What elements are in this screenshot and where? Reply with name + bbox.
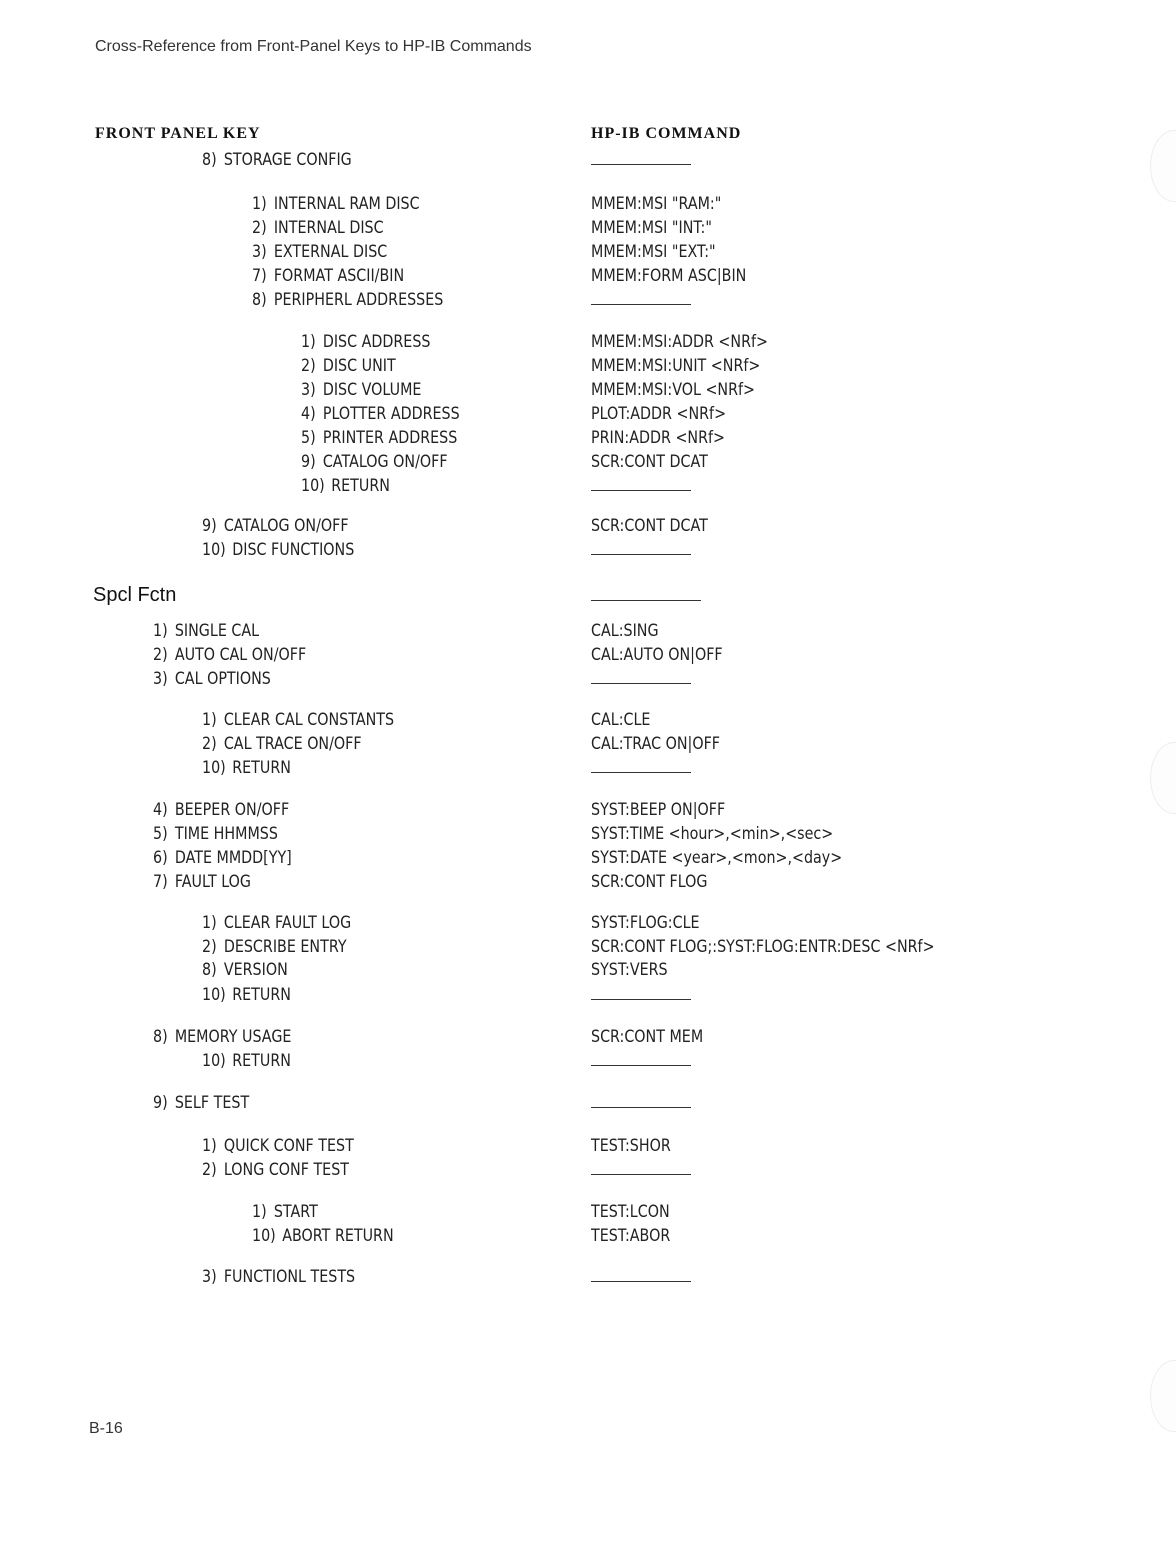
key-label: VERSION: [223, 960, 288, 980]
table-row: [0, 1051, 1176, 1073]
hpib-command: TEST:ABOR: [591, 1226, 671, 1246]
table-row: [0, 266, 1176, 288]
table-row: [0, 590, 1176, 612]
front-panel-key: [252, 242, 387, 262]
table-row: [0, 1202, 1176, 1224]
front-panel-key: [202, 913, 351, 933]
key-number: 1): [202, 1136, 217, 1156]
key-number: 6): [153, 848, 168, 868]
front-panel-key: [301, 452, 448, 472]
key-number: 1): [202, 710, 217, 730]
front-panel-key: [153, 621, 259, 641]
front-panel-key: [202, 540, 354, 560]
key-number: 9): [153, 1093, 168, 1113]
key-number: 4): [153, 800, 168, 820]
key-label: QUICK CONF TEST: [223, 1136, 354, 1156]
key-label: DISC FUNCTIONS: [232, 540, 355, 560]
key-number: 2): [202, 1160, 217, 1180]
front-panel-key: [202, 1267, 355, 1287]
key-label: DESCRIBE ENTRY: [223, 937, 347, 957]
table-row: [0, 194, 1176, 216]
key-label: CLEAR CAL CONSTANTS: [223, 710, 395, 730]
key-label: MEMORY USAGE: [174, 1027, 292, 1047]
key-number: 1): [153, 621, 168, 641]
table-row: [0, 758, 1176, 780]
key-number: 2): [202, 734, 217, 754]
key-number: 7): [153, 872, 168, 892]
key-number: 8): [153, 1027, 168, 1047]
key-number: 2): [301, 356, 316, 376]
no-command-dash: [591, 683, 691, 684]
key-label: CAL TRACE ON/OFF: [223, 734, 362, 754]
page-header: Cross-Reference from Front-Panel Keys to HP-IB Commands: [95, 38, 532, 55]
front-panel-key: [252, 266, 404, 286]
key-label: INTERNAL DISC: [273, 218, 384, 238]
key-number: 3): [202, 1267, 217, 1287]
hpib-command: SYST:DATE <year>,<mon>,<day>: [591, 848, 843, 868]
front-panel-key: [202, 710, 394, 730]
table-row: [0, 800, 1176, 822]
hpib-command: SYST:VERS: [591, 960, 668, 980]
table-row: [0, 1160, 1176, 1182]
hpib-command: MMEM:MSI "EXT:": [591, 242, 716, 262]
table-row: [0, 669, 1176, 691]
key-label: START: [273, 1202, 318, 1222]
table-row: [0, 242, 1176, 264]
column-heading-front-panel-key: FRONT PANEL KEY: [95, 125, 261, 142]
front-panel-key: [252, 290, 443, 310]
hpib-command: SCR:CONT FLOG: [591, 872, 708, 892]
key-number: 1): [202, 913, 217, 933]
key-number: 1): [301, 332, 316, 352]
table-row: [0, 476, 1176, 498]
column-heading-hpib-command: HP-IB COMMAND: [591, 125, 742, 142]
no-command-dash: [591, 1174, 691, 1175]
key-number: 8): [252, 290, 267, 310]
hpib-command: CAL:TRAC ON|OFF: [591, 734, 721, 754]
front-panel-key: [301, 380, 421, 400]
key-number: 9): [202, 516, 217, 536]
key-label: BEEPER ON/OFF: [174, 800, 290, 820]
hpib-command: SCR:CONT MEM: [591, 1027, 704, 1047]
key-number: 10): [252, 1226, 276, 1246]
key-number: 10): [202, 758, 226, 778]
key-number: 4): [301, 404, 316, 424]
key-label: FORMAT ASCII/BIN: [273, 266, 405, 286]
no-command-dash: [591, 1065, 691, 1066]
key-label: DISC UNIT: [322, 356, 396, 376]
front-panel-key: [202, 960, 288, 980]
key-label: PLOTTER ADDRESS: [322, 404, 460, 424]
table-row: [0, 937, 1176, 959]
binder-hole: [1150, 1360, 1176, 1432]
front-panel-key: [301, 332, 430, 352]
front-panel-key: [153, 669, 271, 689]
front-panel-key: [202, 937, 347, 957]
table-row: [0, 734, 1176, 756]
key-number: 10): [202, 985, 226, 1005]
front-panel-key: [202, 985, 291, 1005]
table-row: [0, 332, 1176, 354]
no-command-dash: [591, 999, 691, 1000]
hpib-command: PRIN:ADDR <NRf>: [591, 428, 726, 448]
table-row: [0, 913, 1176, 935]
key-label: DATE MMDD[YY]: [174, 848, 292, 868]
hpib-command: CAL:AUTO ON|OFF: [591, 645, 723, 665]
key-label: DISC VOLUME: [322, 380, 422, 400]
key-label: EXTERNAL DISC: [273, 242, 388, 262]
key-label: LONG CONF TEST: [223, 1160, 349, 1180]
hpib-command: MMEM:MSI:UNIT <NRf>: [591, 356, 761, 376]
hpib-command: CAL:SING: [591, 621, 659, 641]
table-row: [0, 404, 1176, 426]
key-number: 5): [153, 824, 168, 844]
table-row: [0, 1136, 1176, 1158]
key-label: AUTO CAL ON/OFF: [174, 645, 307, 665]
front-panel-key: [202, 1136, 354, 1156]
table-row: [0, 150, 1176, 172]
no-command-dash: [591, 164, 691, 165]
key-number: 10): [202, 540, 226, 560]
hpib-command: SCR:CONT DCAT: [591, 516, 708, 536]
table-row: [0, 356, 1176, 378]
key-number: 7): [252, 266, 267, 286]
front-panel-key: [301, 356, 396, 376]
table-row: [0, 1093, 1176, 1115]
hpib-command: TEST:SHOR: [591, 1136, 671, 1156]
table-row: [0, 645, 1176, 667]
table-row: [0, 290, 1176, 312]
key-label: DISC ADDRESS: [322, 332, 431, 352]
key-label: RETURN: [232, 1051, 291, 1071]
front-panel-key: [153, 848, 292, 868]
no-command-dash: [591, 1281, 691, 1282]
front-panel-key: [153, 824, 278, 844]
key-label: SINGLE CAL: [174, 621, 260, 641]
table-row: [0, 985, 1176, 1007]
binder-hole: [1150, 130, 1176, 202]
front-panel-key: [153, 1093, 249, 1113]
front-panel-key: [252, 1226, 394, 1246]
key-label: CATALOG ON/OFF: [322, 452, 448, 472]
table-row: [0, 1267, 1176, 1289]
no-command-dash: [591, 554, 691, 555]
front-panel-key: [202, 734, 362, 754]
table-row: [0, 218, 1176, 240]
key-label: CATALOG ON/OFF: [223, 516, 349, 536]
key-number: 1): [252, 1202, 267, 1222]
table-row: [0, 1226, 1176, 1248]
key-number: 2): [252, 218, 267, 238]
table-row: [0, 380, 1176, 402]
no-command-dash: [591, 490, 691, 491]
key-number: 5): [301, 428, 316, 448]
key-label: PERIPHERL ADDRESSES: [273, 290, 444, 310]
hpib-command: SYST:FLOG:CLE: [591, 913, 700, 933]
hpib-command: SCR:CONT FLOG;:SYST:FLOG:ENTR:DESC <NRf>: [591, 937, 935, 957]
table-row: [0, 428, 1176, 450]
table-row: [0, 960, 1176, 982]
front-panel-key: [153, 645, 306, 665]
key-label: PRINTER ADDRESS: [322, 428, 458, 448]
front-panel-key: [153, 872, 251, 892]
hpib-command: MMEM:MSI "INT:": [591, 218, 712, 238]
key-number: 3): [252, 242, 267, 262]
key-number: 1): [252, 194, 267, 214]
key-number: 8): [202, 960, 217, 980]
key-label: RETURN: [331, 476, 390, 496]
no-command-dash: [591, 304, 691, 305]
key-number: 2): [153, 645, 168, 665]
table-row: [0, 1027, 1176, 1049]
section-title-spcl-fctn: Spcl Fctn: [93, 584, 177, 606]
key-label: RETURN: [232, 985, 291, 1005]
key-number: 2): [202, 937, 217, 957]
front-panel-key: [301, 428, 457, 448]
key-label: STORAGE CONFIG: [223, 150, 352, 170]
key-number: 8): [202, 150, 217, 170]
front-panel-key: [301, 476, 390, 496]
key-label: CLEAR FAULT LOG: [223, 913, 352, 933]
hpib-command: SYST:BEEP ON|OFF: [591, 800, 726, 820]
front-panel-key: [252, 1202, 318, 1222]
table-row: [0, 621, 1176, 643]
front-panel-key: [202, 516, 349, 536]
table-row: [0, 872, 1176, 894]
table-row: [0, 848, 1176, 870]
key-label: FAULT LOG: [174, 872, 251, 892]
hpib-command: PLOT:ADDR <NRf>: [591, 404, 727, 424]
hpib-command: MMEM:MSI:ADDR <NRf>: [591, 332, 768, 352]
front-panel-key: [202, 758, 291, 778]
no-command-dash: [591, 1107, 691, 1108]
table-row: [0, 710, 1176, 732]
table-row: [0, 540, 1176, 562]
table-row: [0, 516, 1176, 538]
no-command-dash: [591, 772, 691, 773]
front-panel-key: [153, 800, 289, 820]
hpib-command: MMEM:MSI:VOL <NRf>: [591, 380, 756, 400]
key-label: INTERNAL RAM DISC: [273, 194, 420, 214]
table-row: [0, 452, 1176, 474]
hpib-command: SCR:CONT DCAT: [591, 452, 708, 472]
front-panel-key: [153, 1027, 291, 1047]
front-panel-key: [202, 150, 352, 170]
hpib-command: MMEM:MSI "RAM:": [591, 194, 722, 214]
front-panel-key: [252, 218, 384, 238]
key-number: 10): [202, 1051, 226, 1071]
key-number: 10): [301, 476, 325, 496]
key-number: 3): [301, 380, 316, 400]
page-number: B-16: [89, 1420, 123, 1437]
key-label: RETURN: [232, 758, 291, 778]
hpib-command: CAL:CLE: [591, 710, 651, 730]
key-label: SELF TEST: [174, 1093, 250, 1113]
hpib-command: MMEM:FORM ASC|BIN: [591, 266, 747, 286]
key-label: CAL OPTIONS: [174, 669, 271, 689]
key-number: 3): [153, 669, 168, 689]
front-panel-key: [202, 1160, 349, 1180]
hpib-command: SYST:TIME <hour>,<min>,<sec>: [591, 824, 834, 844]
key-label: ABORT RETURN: [282, 1226, 394, 1246]
no-command-dash: [591, 600, 701, 601]
front-panel-key: [252, 194, 420, 214]
table-row: [0, 824, 1176, 846]
key-label: TIME HHMMSS: [174, 824, 278, 844]
key-number: 9): [301, 452, 316, 472]
front-panel-key: [301, 404, 460, 424]
hpib-command: TEST:LCON: [591, 1202, 670, 1222]
key-label: FUNCTIONL TESTS: [223, 1267, 356, 1287]
front-panel-key: [202, 1051, 291, 1071]
